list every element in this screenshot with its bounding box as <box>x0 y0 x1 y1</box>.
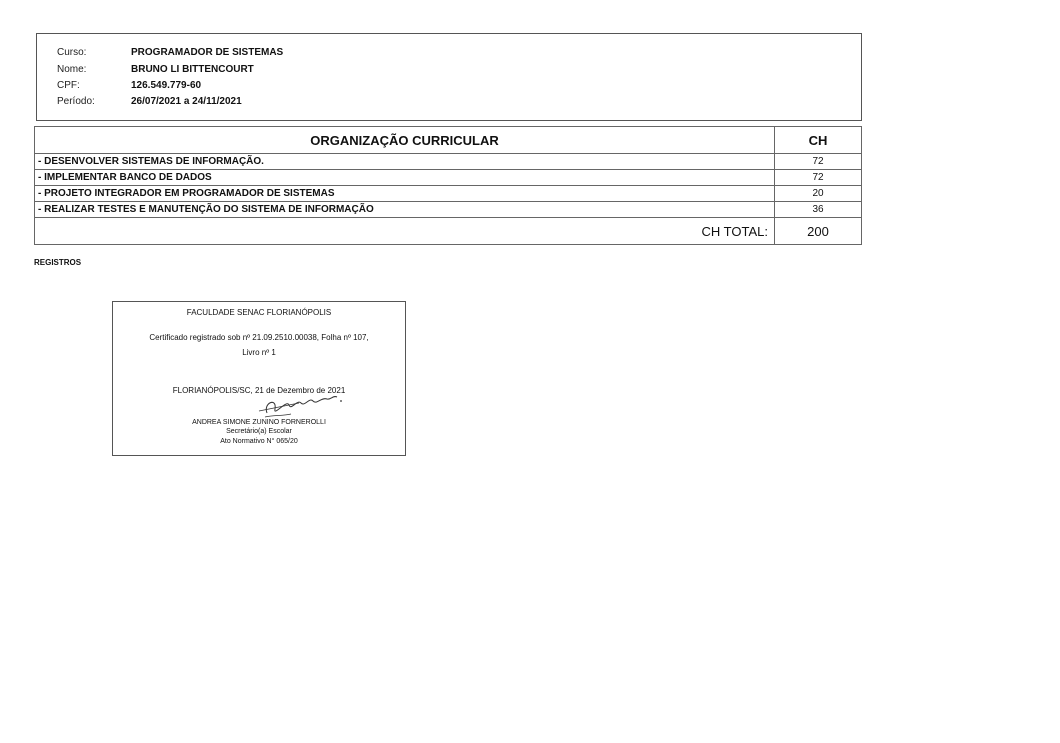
curso-label: Curso: <box>57 47 87 58</box>
info-row-cpf <box>57 79 201 93</box>
signature-mark <box>253 389 349 419</box>
ch-header: CH <box>775 127 862 154</box>
periodo-value: 26/07/2021 a 24/11/2021 <box>131 96 242 107</box>
subject-cell: - REALIZAR TESTES E MANUTENÇÃO DO SISTEMA DE INFORMAÇÃO <box>35 202 775 218</box>
nome-label: Nome: <box>57 64 87 75</box>
table-row <box>35 154 862 170</box>
stamp-line-1: Certificado registrado sob nº 21.09.2510.00038, Folha nº 107, <box>149 333 369 342</box>
table-row <box>35 170 862 186</box>
stamp-act: Ato Normativo N° 065/20 <box>220 438 298 445</box>
ch-cell: 72 <box>775 170 862 186</box>
table-row <box>35 186 862 202</box>
curriculum-header-row <box>35 127 862 154</box>
ch-total-value: 200 <box>775 218 862 245</box>
registration-stamp <box>112 301 406 456</box>
stamp-signer: ANDREA SIMONE ZUNINO FORNEROLLI <box>192 419 326 426</box>
periodo-label: Período: <box>57 96 95 107</box>
nome-value: BRUNO LI BITTENCOURT <box>131 64 254 75</box>
table-row <box>35 202 862 218</box>
info-row-periodo <box>57 95 242 109</box>
info-row-curso <box>57 46 283 60</box>
subject-cell: - IMPLEMENTAR BANCO DE DADOS <box>35 170 775 186</box>
ch-cell: 20 <box>775 186 862 202</box>
subject-cell: - PROJETO INTEGRADOR EM PROGRAMADOR DE SISTEMAS <box>35 186 775 202</box>
ch-cell: 36 <box>775 202 862 218</box>
subject-cell: - DESENVOLVER SISTEMAS DE INFORMAÇÃO. <box>35 154 775 170</box>
stamp-date: FLORIANÓPOLIS/SC, 21 de Dezembro de 2021 <box>172 386 346 395</box>
info-row-nome <box>57 63 254 77</box>
ch-total-label: CH TOTAL: <box>35 218 775 245</box>
total-row <box>35 218 862 245</box>
stamp-role: Secretário(a) Escolar <box>226 428 292 435</box>
curriculum-header: ORGANIZAÇÃO CURRICULAR <box>35 127 775 154</box>
cpf-label: CPF: <box>57 80 80 91</box>
stamp-line-2: Livro nº 1 <box>242 348 276 357</box>
student-info-box <box>36 33 862 121</box>
registros-heading: REGISTROS <box>34 258 82 267</box>
ch-cell: 72 <box>775 154 862 170</box>
stamp-title: FACULDADE SENAC FLORIANÓPOLIS <box>186 308 332 317</box>
cpf-value: 126.549.779-60 <box>131 80 202 91</box>
curso-value: PROGRAMADOR DE SISTEMAS <box>131 47 284 58</box>
curriculum-table <box>34 126 862 245</box>
